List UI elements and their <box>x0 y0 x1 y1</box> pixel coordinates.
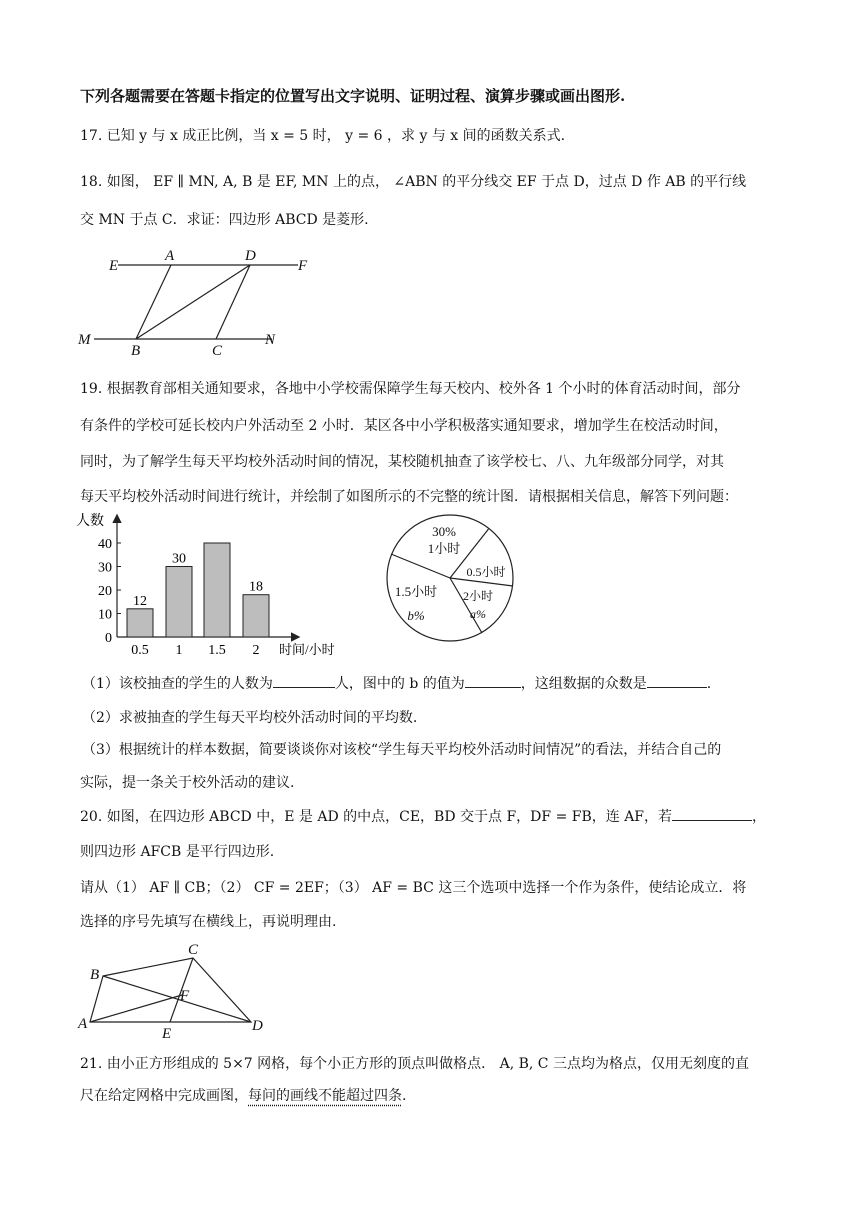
question-20-line2: 则四边形 AFCB 是平行四边形. <box>80 844 275 860</box>
question-19-sub1 <box>82 673 711 694</box>
question-20-line4: 选择的序号先填写在横线上，再说明理由. <box>80 914 337 930</box>
label-D: D <box>245 248 256 264</box>
question-19-line3: 同时，为了解学生每天平均校外活动时间的情况，某校随机抽查了该学校七、八、九年级部分同学，对其 <box>80 454 724 470</box>
label-B: B <box>90 967 100 983</box>
bar-data-label: 12 <box>133 593 147 609</box>
bar-data-label: 30 <box>172 551 186 567</box>
label-A: A <box>165 248 175 264</box>
question-18-line1 <box>80 172 746 192</box>
label-E: E <box>162 1026 172 1040</box>
question-number: 20. <box>80 809 103 825</box>
question-text: 如图， EF ∥ MN, A, B 是 EF, MN 上的点， ∠ABN 的平分线交 EF 于点 D，过点 D 作 AB 的平行线 <box>106 174 747 190</box>
label-B: B <box>131 343 141 359</box>
question-21-line1 <box>80 1054 749 1074</box>
question-18-line2: 交 MN 于点 C．求证：四边形 ABCD 是菱形. <box>80 212 369 228</box>
question-19-sub2: （2）求被抽查的学生每天平均校外活动时间的平均数. <box>82 710 418 726</box>
y-axis-label: 人数 <box>76 514 104 529</box>
y-tick-label: 0 <box>105 631 112 646</box>
bar-1 <box>166 567 192 638</box>
q20-text-b: ， <box>752 809 767 825</box>
answer-blank-condition[interactable] <box>672 806 752 821</box>
sub1-text-a: （1）该校抽查的学生的人数为 <box>82 676 273 692</box>
label-C: C <box>212 343 223 359</box>
pie-label-1h: 1小时 <box>427 541 461 556</box>
q21-text-a: 尺在给定网格中完成画图， <box>80 1088 248 1104</box>
question-number: 21. <box>80 1056 103 1072</box>
question-text: 由小正方形组成的 5×7 网格，每个小正方形的顶点叫做格点． A, B, C 三点均为格点，仅用无刻度的直 <box>106 1056 749 1072</box>
pie-label-15h: 1.5小时 <box>394 584 438 599</box>
question-number: 17. <box>80 128 103 144</box>
label-D: D <box>252 1018 263 1034</box>
x-tick-label: 1.5 <box>208 643 226 658</box>
answer-blank-b[interactable] <box>465 673 521 688</box>
question-19-sub3-line2: 实际，提一条关于校外活动的建议. <box>80 775 295 791</box>
question-number: 18. <box>80 174 103 190</box>
section-instructions: 下列各题需要在答题卡指定的位置写出文字说明、证明过程、演算步骤或画出图形. <box>80 87 626 105</box>
question-20-line3: 请从（1） AF ∥ CB；（2） CF = 2EF；（3） AF = BC 这三个选项中选择一个作为条件，使结论成立．将 <box>80 880 747 896</box>
label-F: F <box>298 258 308 274</box>
q21-text-c: . <box>402 1088 407 1104</box>
label-M: M <box>78 332 91 348</box>
label-C: C <box>188 942 199 958</box>
bar-chart <box>76 510 366 660</box>
y-tick-label: 10 <box>98 607 112 623</box>
label-A: A <box>78 1016 88 1032</box>
label-N: N <box>265 332 276 348</box>
rhombus-figure <box>76 245 316 360</box>
x-tick-label: 1 <box>175 643 183 658</box>
label-E: E <box>109 258 119 274</box>
question-17 <box>80 126 565 146</box>
pie-chart <box>380 508 520 648</box>
question-text: 已知 y 与 x 成正比例，当 x = 5 时， y = 6 ，求 y 与 x 间的函数关系式. <box>106 128 566 144</box>
pie-label-05h: 0.5小时 <box>466 565 506 579</box>
question-19-sub3-line1: （3）根据统计的样本数据，简要谈谈你对该校“学生每天平均校外活动时间情况”的看法，并结合自己的 <box>82 742 722 758</box>
question-19-line2: 有条件的学校可延长校内户外活动至 2 小时．某区各中小学积极落实通知要求，增加学生在校活动时间， <box>80 418 728 434</box>
pie-value-15h: b% <box>407 608 425 623</box>
bar-2 <box>243 595 269 637</box>
sub1-text-b: 人，图中的 b 的值为 <box>334 676 465 692</box>
y-tick-label: 40 <box>98 537 112 552</box>
pie-value-1h: 30% <box>432 524 456 539</box>
sub1-text-d: . <box>706 676 712 692</box>
quadrilateral-figure <box>76 940 276 1040</box>
q21-emphasis: 每问的画线不能超过四条 <box>248 1088 402 1104</box>
bar-data-label: 18 <box>249 579 263 595</box>
question-text: 根据教育部相关通知要求，各地中小学校需保障学生每天校内、校外各 1 个小时的体育活动时间，部分 <box>106 381 741 397</box>
bar-1.5 <box>204 543 230 637</box>
q20-text-a: 如图，在四边形 ABCD 中，E 是 AD 的中点，CE，BD 交于点 F，DF = FB，连 AF，若 <box>106 809 673 825</box>
x-axis-label: 时间/小时 <box>279 642 335 657</box>
question-20-line1 <box>80 806 766 827</box>
question-19-line4: 每天平均校外活动时间进行统计，并绘制了如图所示的不完整的统计图．请根据相关信息，解答下列问题： <box>80 489 738 505</box>
y-tick-label: 20 <box>98 584 112 599</box>
answer-blank-mode[interactable] <box>647 673 707 688</box>
sub1-text-c: ，这组数据的众数是 <box>520 676 647 692</box>
x-tick-label: 2 <box>252 643 260 658</box>
answer-blank-count[interactable] <box>273 673 335 688</box>
question-number: 19. <box>80 381 103 397</box>
question-21-line2 <box>80 1086 406 1106</box>
pie-value-2h: a% <box>470 607 486 621</box>
y-tick-label: 30 <box>98 560 112 576</box>
bar-0.5 <box>127 609 153 637</box>
label-F: F <box>180 988 190 1004</box>
question-19-line1 <box>80 379 741 399</box>
x-tick-label: 0.5 <box>131 643 149 658</box>
pie-label-2h: 2小时 <box>462 589 494 603</box>
